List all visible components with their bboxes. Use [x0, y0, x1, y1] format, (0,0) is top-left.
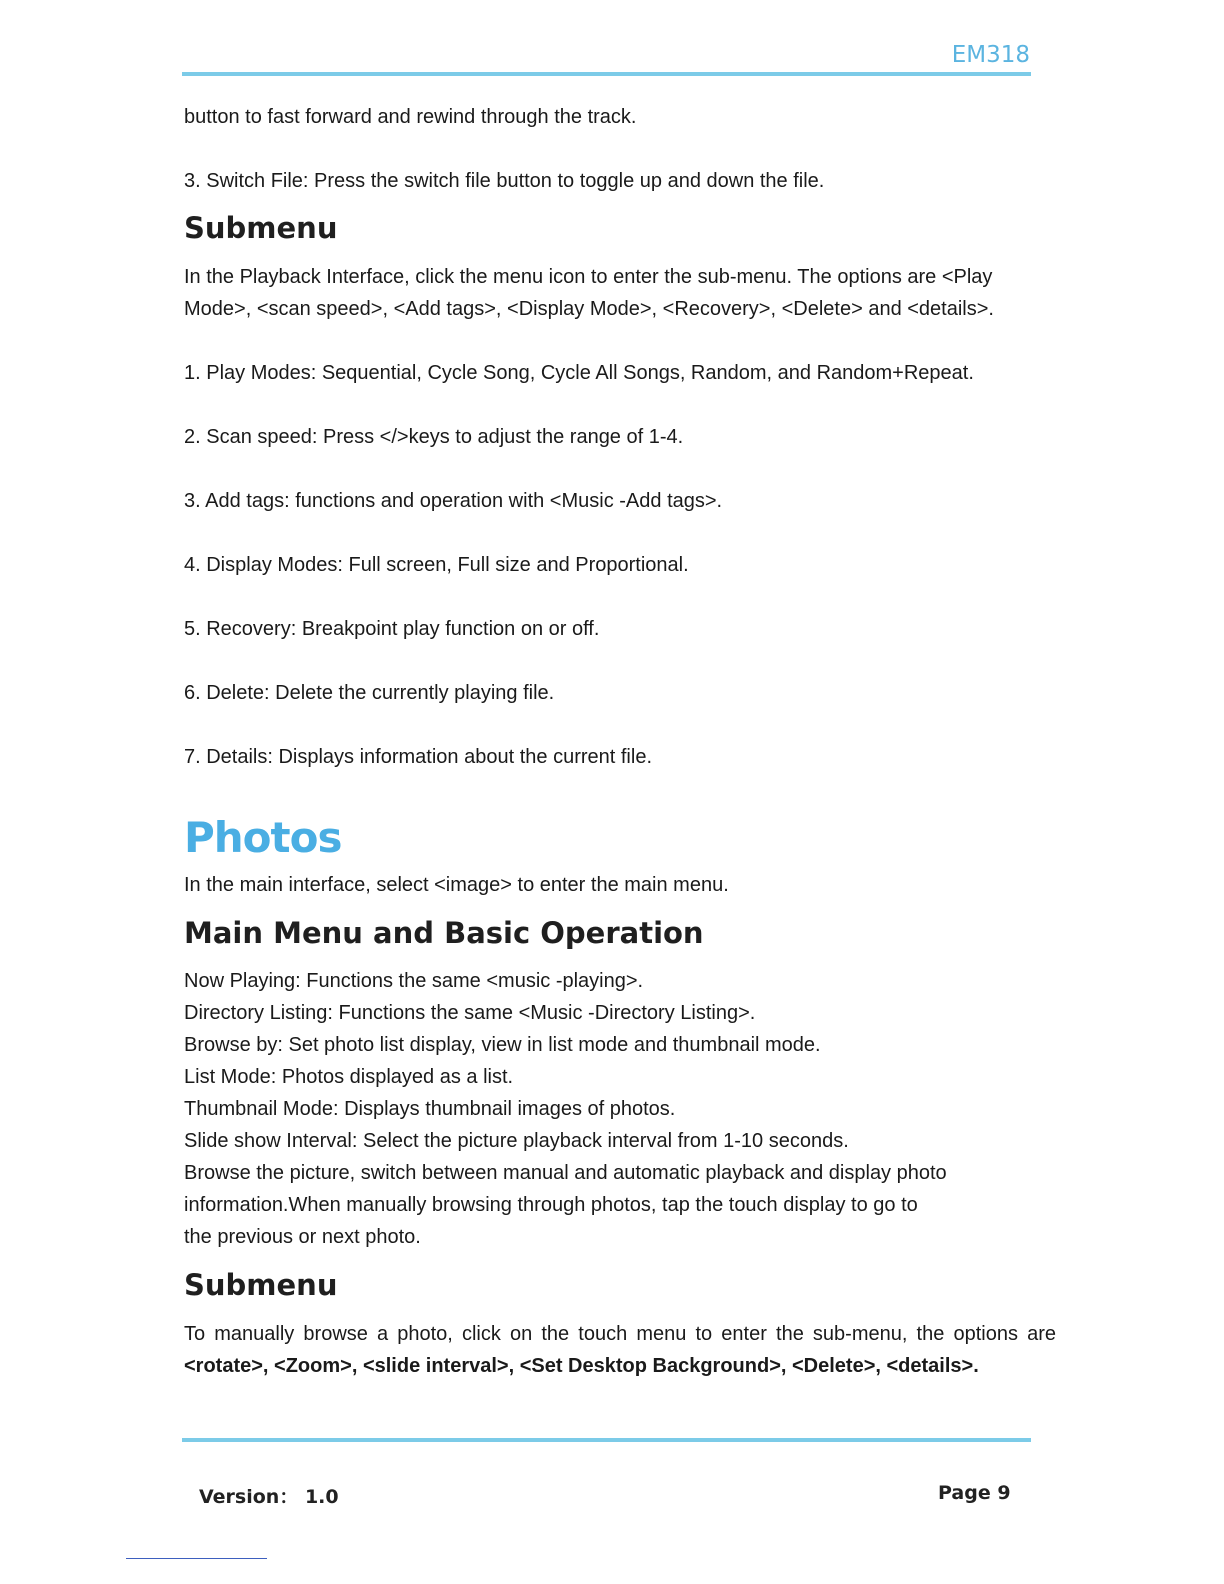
main-menu-heading: Main Menu and Basic Operation: [184, 916, 704, 950]
submenu-item-recovery: 5. Recovery: Breakpoint play function on or off.: [184, 618, 600, 640]
main-menu-line: Directory Listing: Functions the same <Music -Directory Listing>.: [184, 1002, 756, 1024]
main-menu-line: Slide show Interval: Select the picture playback interval from 1-10 seconds.: [184, 1130, 849, 1152]
main-menu-line: Now Playing: Functions the same <music -playing>.: [184, 970, 644, 992]
submenu-item-scan-speed: 2. Scan speed: Press </>keys to adjust the range of 1-4.: [184, 426, 684, 448]
photos-intro: In the main interface, select <image> to enter the main menu.: [184, 874, 729, 896]
main-menu-line: the previous or next photo.: [184, 1226, 421, 1248]
footer-version: Version： 1.0: [199, 1486, 339, 1508]
submenu-item-display-modes: 4. Display Modes: Full screen, Full size and Proportional.: [184, 554, 689, 576]
photo-submenu-heading: Submenu: [184, 1268, 338, 1302]
submenu-item-add-tags: 3. Add tags: functions and operation with <Music -Add tags>.: [184, 490, 723, 512]
submenu-item-delete: 6. Delete: Delete the currently playing file.: [184, 682, 555, 704]
main-menu-line: Browse by: Set photo list display, view in list mode and thumbnail mode.: [184, 1034, 821, 1056]
header-model: EM318: [951, 42, 1030, 68]
submenu-paragraph-line-1: In the Playback Interface, click the menu icon to enter the sub-menu. The options are <Play: [184, 266, 993, 288]
intro-line-1: button to fast forward and rewind through the track.: [184, 106, 637, 128]
photo-submenu-text: To manually browse a photo, click on the touch menu to enter the sub-menu, the options are: [184, 1323, 1056, 1345]
submenu-item-play-modes: 1. Play Modes: Sequential, Cycle Song, Cycle All Songs, Random, and Random+Repeat.: [184, 362, 974, 384]
footer-page-number: Page 9: [938, 1482, 1011, 1504]
main-menu-line: information.When manually browsing through photos, tap the touch display to go to: [184, 1194, 918, 1216]
bottom-underline: [126, 1558, 267, 1559]
main-menu-line: Thumbnail Mode: Displays thumbnail images of photos.: [184, 1098, 676, 1120]
header-rule: [182, 72, 1031, 76]
footer-rule: [182, 1438, 1031, 1442]
photo-submenu-options: <rotate>, <Zoom>, <slide interval>, <Set Desktop Background>, <Delete>, <details>.: [184, 1355, 979, 1377]
photo-submenu-paragraph: [184, 1318, 1056, 1382]
photos-title: Photos: [184, 813, 342, 862]
submenu-item-details: 7. Details: Displays information about the current file.: [184, 746, 652, 768]
intro-line-2: 3. Switch File: Press the switch file button to toggle up and down the file.: [184, 170, 825, 192]
submenu-paragraph-line-2: Mode>, <scan speed>, <Add tags>, <Display Mode>, <Recovery>, <Delete> and <details>.: [184, 298, 994, 320]
main-menu-line: List Mode: Photos displayed as a list.: [184, 1066, 514, 1088]
submenu-heading: Submenu: [184, 211, 338, 245]
main-menu-line: Browse the picture, switch between manual and automatic playback and display photo: [184, 1162, 947, 1184]
